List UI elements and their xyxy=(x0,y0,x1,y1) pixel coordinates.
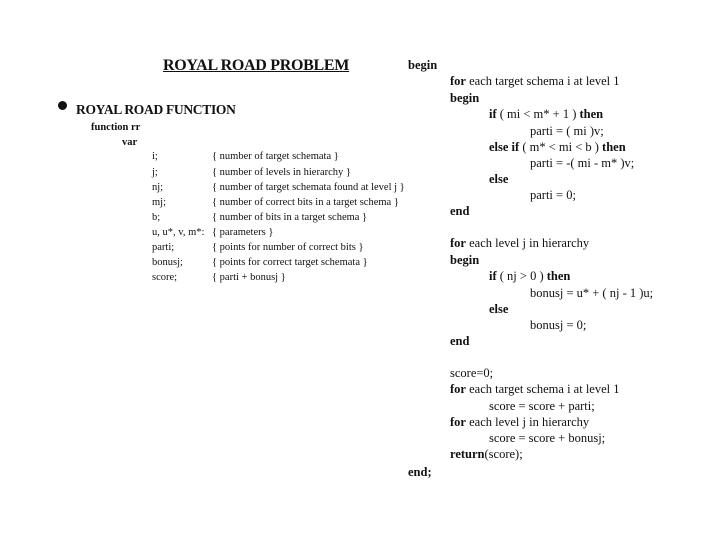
variable-comment: { parti + bonusj } xyxy=(212,272,286,283)
code-for-target-line xyxy=(450,74,619,89)
variable-comment: { number of bits in a target schema } xyxy=(212,212,368,223)
bullet-icon xyxy=(58,101,67,110)
keyword: if xyxy=(489,269,497,283)
code-begin2: begin xyxy=(450,253,480,267)
code-end: end xyxy=(450,204,470,218)
code-score-add1: score = score + parti; xyxy=(489,399,595,413)
variable-comment: { parameters } xyxy=(212,227,274,238)
code-text: each level j in hierarchy xyxy=(465,236,590,250)
variable-name: nj; xyxy=(152,182,164,193)
keyword: else if xyxy=(489,140,520,154)
function-label: function rr xyxy=(91,122,141,133)
code-assign2: parti = -( mi - m* )v; xyxy=(530,156,635,170)
variable-comment: { number of levels in hierarchy } xyxy=(212,167,351,178)
keyword: for xyxy=(450,415,466,429)
keyword: then xyxy=(579,107,604,121)
variable-comment: { points for number of correct bits } xyxy=(212,242,364,253)
code-for-level-line xyxy=(450,236,589,251)
keyword: for xyxy=(450,382,466,396)
code-text: each target schema i at level 1 xyxy=(465,382,620,396)
keyword: return xyxy=(450,447,485,461)
code-score-init: score=0; xyxy=(450,366,494,380)
variable-name: u, u*, v, m*: xyxy=(152,227,205,238)
variable-name: score; xyxy=(152,272,178,283)
variable-name: b; xyxy=(152,212,161,223)
code-text: ( mi < m* + 1 ) xyxy=(496,107,580,121)
code-else2: else xyxy=(489,302,509,316)
keyword: then xyxy=(546,269,571,283)
code-assign4: bonusj = u* + ( nj - 1 )u; xyxy=(530,286,654,300)
variable-comment: { number of correct bits in a target schema } xyxy=(212,197,399,208)
code-if2-line xyxy=(489,269,570,284)
keyword: then xyxy=(602,140,626,154)
code-text: ( nj > 0 ) xyxy=(496,269,547,283)
keyword: if xyxy=(489,107,497,121)
code-final-end: end; xyxy=(408,465,432,479)
code-inner-begin: begin xyxy=(450,91,480,105)
variable-name: j; xyxy=(152,167,158,178)
code-begin: begin xyxy=(408,58,438,72)
variable-comment: { number of target schemata } xyxy=(212,151,339,162)
code-end2: end xyxy=(450,334,470,348)
code-for3-line xyxy=(450,382,619,397)
code-score-add2: score = score + bonusj; xyxy=(489,431,606,445)
code-text: (score); xyxy=(484,447,523,461)
code-assign5: bonusj = 0; xyxy=(530,318,587,332)
code-for4-line xyxy=(450,415,589,430)
page-title: ROYAL ROAD PROBLEM xyxy=(163,57,350,74)
keyword: for xyxy=(450,74,466,88)
code-assign1: parti = ( mi )v; xyxy=(530,124,604,138)
keyword: for xyxy=(450,236,466,250)
code-return-line xyxy=(450,447,523,462)
var-label: var xyxy=(122,137,138,148)
variable-name: bonusj; xyxy=(152,257,183,268)
variable-comment: { points for correct target schemata } xyxy=(212,257,368,268)
code-text: ( m* < mi < b ) xyxy=(519,140,603,154)
variable-name: i; xyxy=(152,151,158,162)
function-heading: ROYAL ROAD FUNCTION xyxy=(76,102,236,117)
code-text: each target schema i at level 1 xyxy=(465,74,620,88)
code-else: else xyxy=(489,172,509,186)
variable-name: parti; xyxy=(152,242,175,253)
variable-name: mj; xyxy=(152,197,167,208)
code-else-if-line xyxy=(489,140,626,155)
code-text: each level j in hierarchy xyxy=(465,415,590,429)
code-if-line xyxy=(489,107,603,122)
code-assign3: parti = 0; xyxy=(530,188,576,202)
variable-comment: { number of target schemata found at level j } xyxy=(212,182,405,193)
